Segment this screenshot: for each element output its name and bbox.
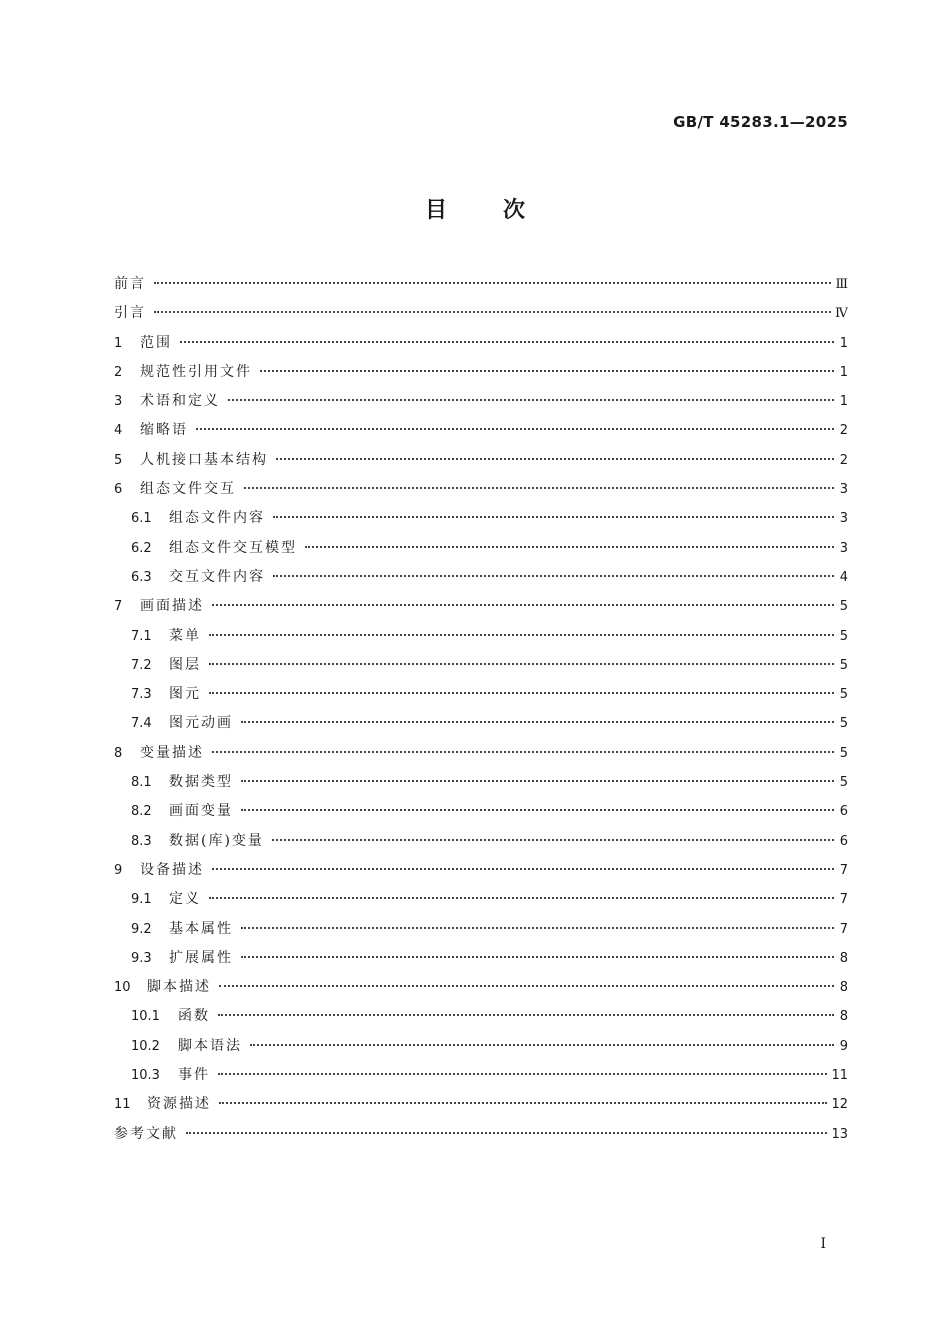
toc-entry-label: 图层: [169, 656, 201, 673]
toc-entry-page: 1: [839, 364, 848, 380]
toc-leader-dots: [212, 751, 834, 753]
toc-entry-label: 脚本描述: [147, 979, 211, 996]
toc-leader-dots: [154, 282, 831, 284]
toc-leader-dots: [219, 985, 834, 987]
toc-entry-number: 7.1: [131, 628, 152, 644]
toc-leader-dots: [305, 546, 834, 548]
toc-entry-page: 6: [839, 804, 848, 820]
toc-leader-dots: [260, 370, 834, 372]
toc-entry[interactable]: [114, 1120, 848, 1149]
toc-entry-page: 5: [839, 687, 848, 703]
toc-leader-dots: [228, 399, 834, 401]
toc-entry-label: 函数: [178, 1008, 210, 1025]
toc-entry-label: 图元: [169, 686, 201, 703]
toc-entry-page: 3: [839, 511, 848, 527]
toc-entry[interactable]: [114, 387, 848, 416]
toc-leader-dots: [180, 341, 834, 343]
toc-entry-number: 7.3: [131, 687, 152, 703]
toc-entry-number: 4: [114, 423, 123, 439]
toc-entry[interactable]: [114, 739, 848, 768]
toc-entry[interactable]: [114, 651, 848, 680]
toc-leader-dots: [241, 721, 834, 723]
toc-entry-label: 资源描述: [147, 1096, 211, 1113]
toc-leader-dots: [219, 1102, 827, 1104]
toc-entry-label: 脚本语法: [178, 1037, 242, 1054]
toc-entry-page: 5: [839, 745, 848, 761]
toc-entry-label: 术语和定义: [140, 393, 220, 410]
toc-entry-page: Ⅲ: [835, 277, 848, 292]
toc-leader-dots: [212, 868, 834, 870]
toc-entry-number: 10: [114, 980, 131, 996]
toc-entry-label: 定义: [169, 891, 201, 908]
toc-leader-dots: [209, 634, 834, 636]
page-number: I: [820, 1236, 826, 1252]
toc-entry[interactable]: [114, 768, 848, 797]
toc-entry-label: 画面描述: [140, 598, 204, 615]
toc-entry-page: 5: [839, 599, 848, 615]
toc-entry[interactable]: [114, 622, 848, 651]
toc-leader-dots: [272, 839, 834, 841]
toc-entry[interactable]: [114, 1002, 848, 1031]
toc-leader-dots: [273, 516, 834, 518]
toc-leader-dots: [273, 575, 834, 577]
toc-entry-page: 1: [839, 335, 848, 351]
toc-entry-page: 3: [839, 482, 848, 498]
toc-entry[interactable]: [114, 563, 848, 592]
table-of-contents: [114, 270, 848, 1149]
toc-entry-label: 参考文献: [114, 1125, 178, 1142]
toc-entry-page: 6: [839, 833, 848, 849]
toc-entry-number: 5: [114, 452, 123, 468]
toc-entry-label: 数据类型: [169, 774, 233, 791]
toc-entry-page: 7: [839, 862, 848, 878]
toc-leader-dots: [186, 1132, 827, 1134]
toc-entry[interactable]: [114, 709, 848, 738]
toc-entry-label: 基本属性: [169, 920, 233, 937]
toc-entry-label: 设备描述: [140, 861, 204, 878]
toc-entry-number: 7.4: [131, 716, 152, 732]
toc-entry-page: 2: [839, 452, 848, 468]
toc-entry-number: 6.2: [131, 540, 152, 556]
toc-leader-dots: [209, 663, 834, 665]
toc-entry[interactable]: [114, 885, 848, 914]
toc-entry[interactable]: [114, 329, 848, 358]
page-title: 目次: [424, 198, 581, 223]
toc-entry-number: 7: [114, 599, 123, 615]
toc-leader-dots: [241, 956, 834, 958]
toc-leader-dots: [241, 809, 834, 811]
toc-entry-number: 3: [114, 394, 123, 410]
toc-entry-page: 13: [831, 1126, 848, 1142]
toc-leader-dots: [212, 604, 834, 606]
toc-entry-page: 12: [831, 1097, 848, 1113]
toc-entry-label: 交互文件内容: [169, 568, 265, 585]
toc-entry[interactable]: [114, 358, 848, 387]
toc-entry-page: 5: [839, 716, 848, 732]
toc-entry-label: 扩展属性: [169, 949, 233, 966]
toc-entry-number: 9.1: [131, 892, 152, 908]
toc-entry-page: 7: [839, 892, 848, 908]
toc-entry[interactable]: [114, 592, 848, 621]
toc-entry-page: 8: [839, 950, 848, 966]
toc-entry[interactable]: [114, 446, 848, 475]
toc-entry-page: 4: [839, 569, 848, 585]
toc-entry-number: 8.2: [131, 804, 152, 820]
toc-entry-number: 9: [114, 862, 123, 878]
toc-entry-number: 7.2: [131, 657, 152, 673]
toc-leader-dots: [241, 780, 834, 782]
toc-entry-page: Ⅳ: [835, 306, 848, 322]
toc-entry-label: 引言: [114, 305, 146, 322]
toc-leader-dots: [218, 1073, 827, 1075]
toc-entry-label: 组态文件内容: [169, 510, 265, 527]
toc-entry-label: 规范性引用文件: [140, 363, 252, 380]
toc-entry-number: 10.2: [131, 1038, 160, 1054]
toc-entry-page: 1: [839, 394, 848, 410]
toc-entry-label: 图元动画: [169, 715, 233, 732]
toc-entry[interactable]: [114, 915, 848, 944]
toc-entry-number: 11: [114, 1097, 131, 1113]
toc-leader-dots: [244, 487, 834, 489]
toc-entry-number: 1: [114, 335, 123, 351]
toc-entry-page: 7: [839, 921, 848, 937]
toc-entry[interactable]: [114, 416, 848, 445]
toc-entry[interactable]: [114, 504, 848, 533]
standard-number: GB/T 45283.1—2025: [673, 113, 848, 131]
toc-entry[interactable]: [114, 475, 848, 504]
toc-entry-label: 人机接口基本结构: [140, 451, 268, 468]
toc-entry[interactable]: [114, 1061, 848, 1090]
toc-leader-dots: [154, 311, 831, 313]
toc-entry-page: 5: [839, 628, 848, 644]
toc-entry-page: 3: [839, 540, 848, 556]
toc-entry-page: 2: [839, 423, 848, 439]
toc-entry-number: 2: [114, 364, 123, 380]
toc-entry[interactable]: [114, 944, 848, 973]
toc-leader-dots: [276, 458, 834, 460]
toc-entry-label: 菜单: [169, 627, 201, 644]
toc-entry-label: 数据(库)变量: [169, 832, 264, 849]
toc-leader-dots: [241, 927, 834, 929]
toc-entry-label: 事件: [178, 1067, 210, 1084]
toc-entry-label: 前言: [114, 276, 146, 292]
toc-leader-dots: [209, 692, 834, 694]
toc-entry-number: 10.1: [131, 1009, 160, 1025]
toc-entry-label: 组态文件交互模型: [169, 539, 297, 556]
toc-entry[interactable]: [114, 1032, 848, 1061]
toc-entry-number: 8.1: [131, 775, 152, 791]
toc-entry-label: 变量描述: [140, 744, 204, 761]
toc-entry-label: 组态文件交互: [140, 481, 236, 498]
toc-entry[interactable]: [114, 680, 848, 709]
toc-entry[interactable]: [114, 797, 848, 826]
toc-entry[interactable]: [114, 299, 848, 328]
toc-entry-label: 范围: [140, 334, 172, 351]
toc-entry[interactable]: [114, 270, 848, 299]
toc-entry-number: 9.3: [131, 950, 152, 966]
toc-entry-page: 11: [831, 1068, 848, 1084]
toc-entry-label: 缩略语: [140, 422, 188, 439]
toc-entry-number: 6.3: [131, 569, 152, 585]
toc-entry-page: 9: [839, 1038, 848, 1054]
toc-entry-label: 画面变量: [169, 803, 233, 820]
toc-entry[interactable]: [114, 827, 848, 856]
toc-entry-number: 6: [114, 482, 123, 498]
toc-entry-number: 10.3: [131, 1068, 160, 1084]
toc-leader-dots: [250, 1044, 834, 1046]
toc-entry[interactable]: [114, 856, 848, 885]
toc-entry-page: 8: [839, 1009, 848, 1025]
toc-entry[interactable]: [114, 1090, 848, 1119]
toc-entry-page: 5: [839, 657, 848, 673]
toc-entry[interactable]: [114, 534, 848, 563]
toc-entry-page: 8: [839, 980, 848, 996]
toc-entry-number: 8.3: [131, 833, 152, 849]
toc-leader-dots: [218, 1014, 834, 1016]
toc-entry[interactable]: [114, 973, 848, 1002]
toc-entry-number: 6.1: [131, 511, 152, 527]
toc-entry-number: 9.2: [131, 921, 152, 937]
toc-entry-page: 5: [839, 775, 848, 791]
toc-leader-dots: [209, 897, 834, 899]
toc-leader-dots: [196, 428, 834, 430]
toc-entry-number: 8: [114, 745, 123, 761]
